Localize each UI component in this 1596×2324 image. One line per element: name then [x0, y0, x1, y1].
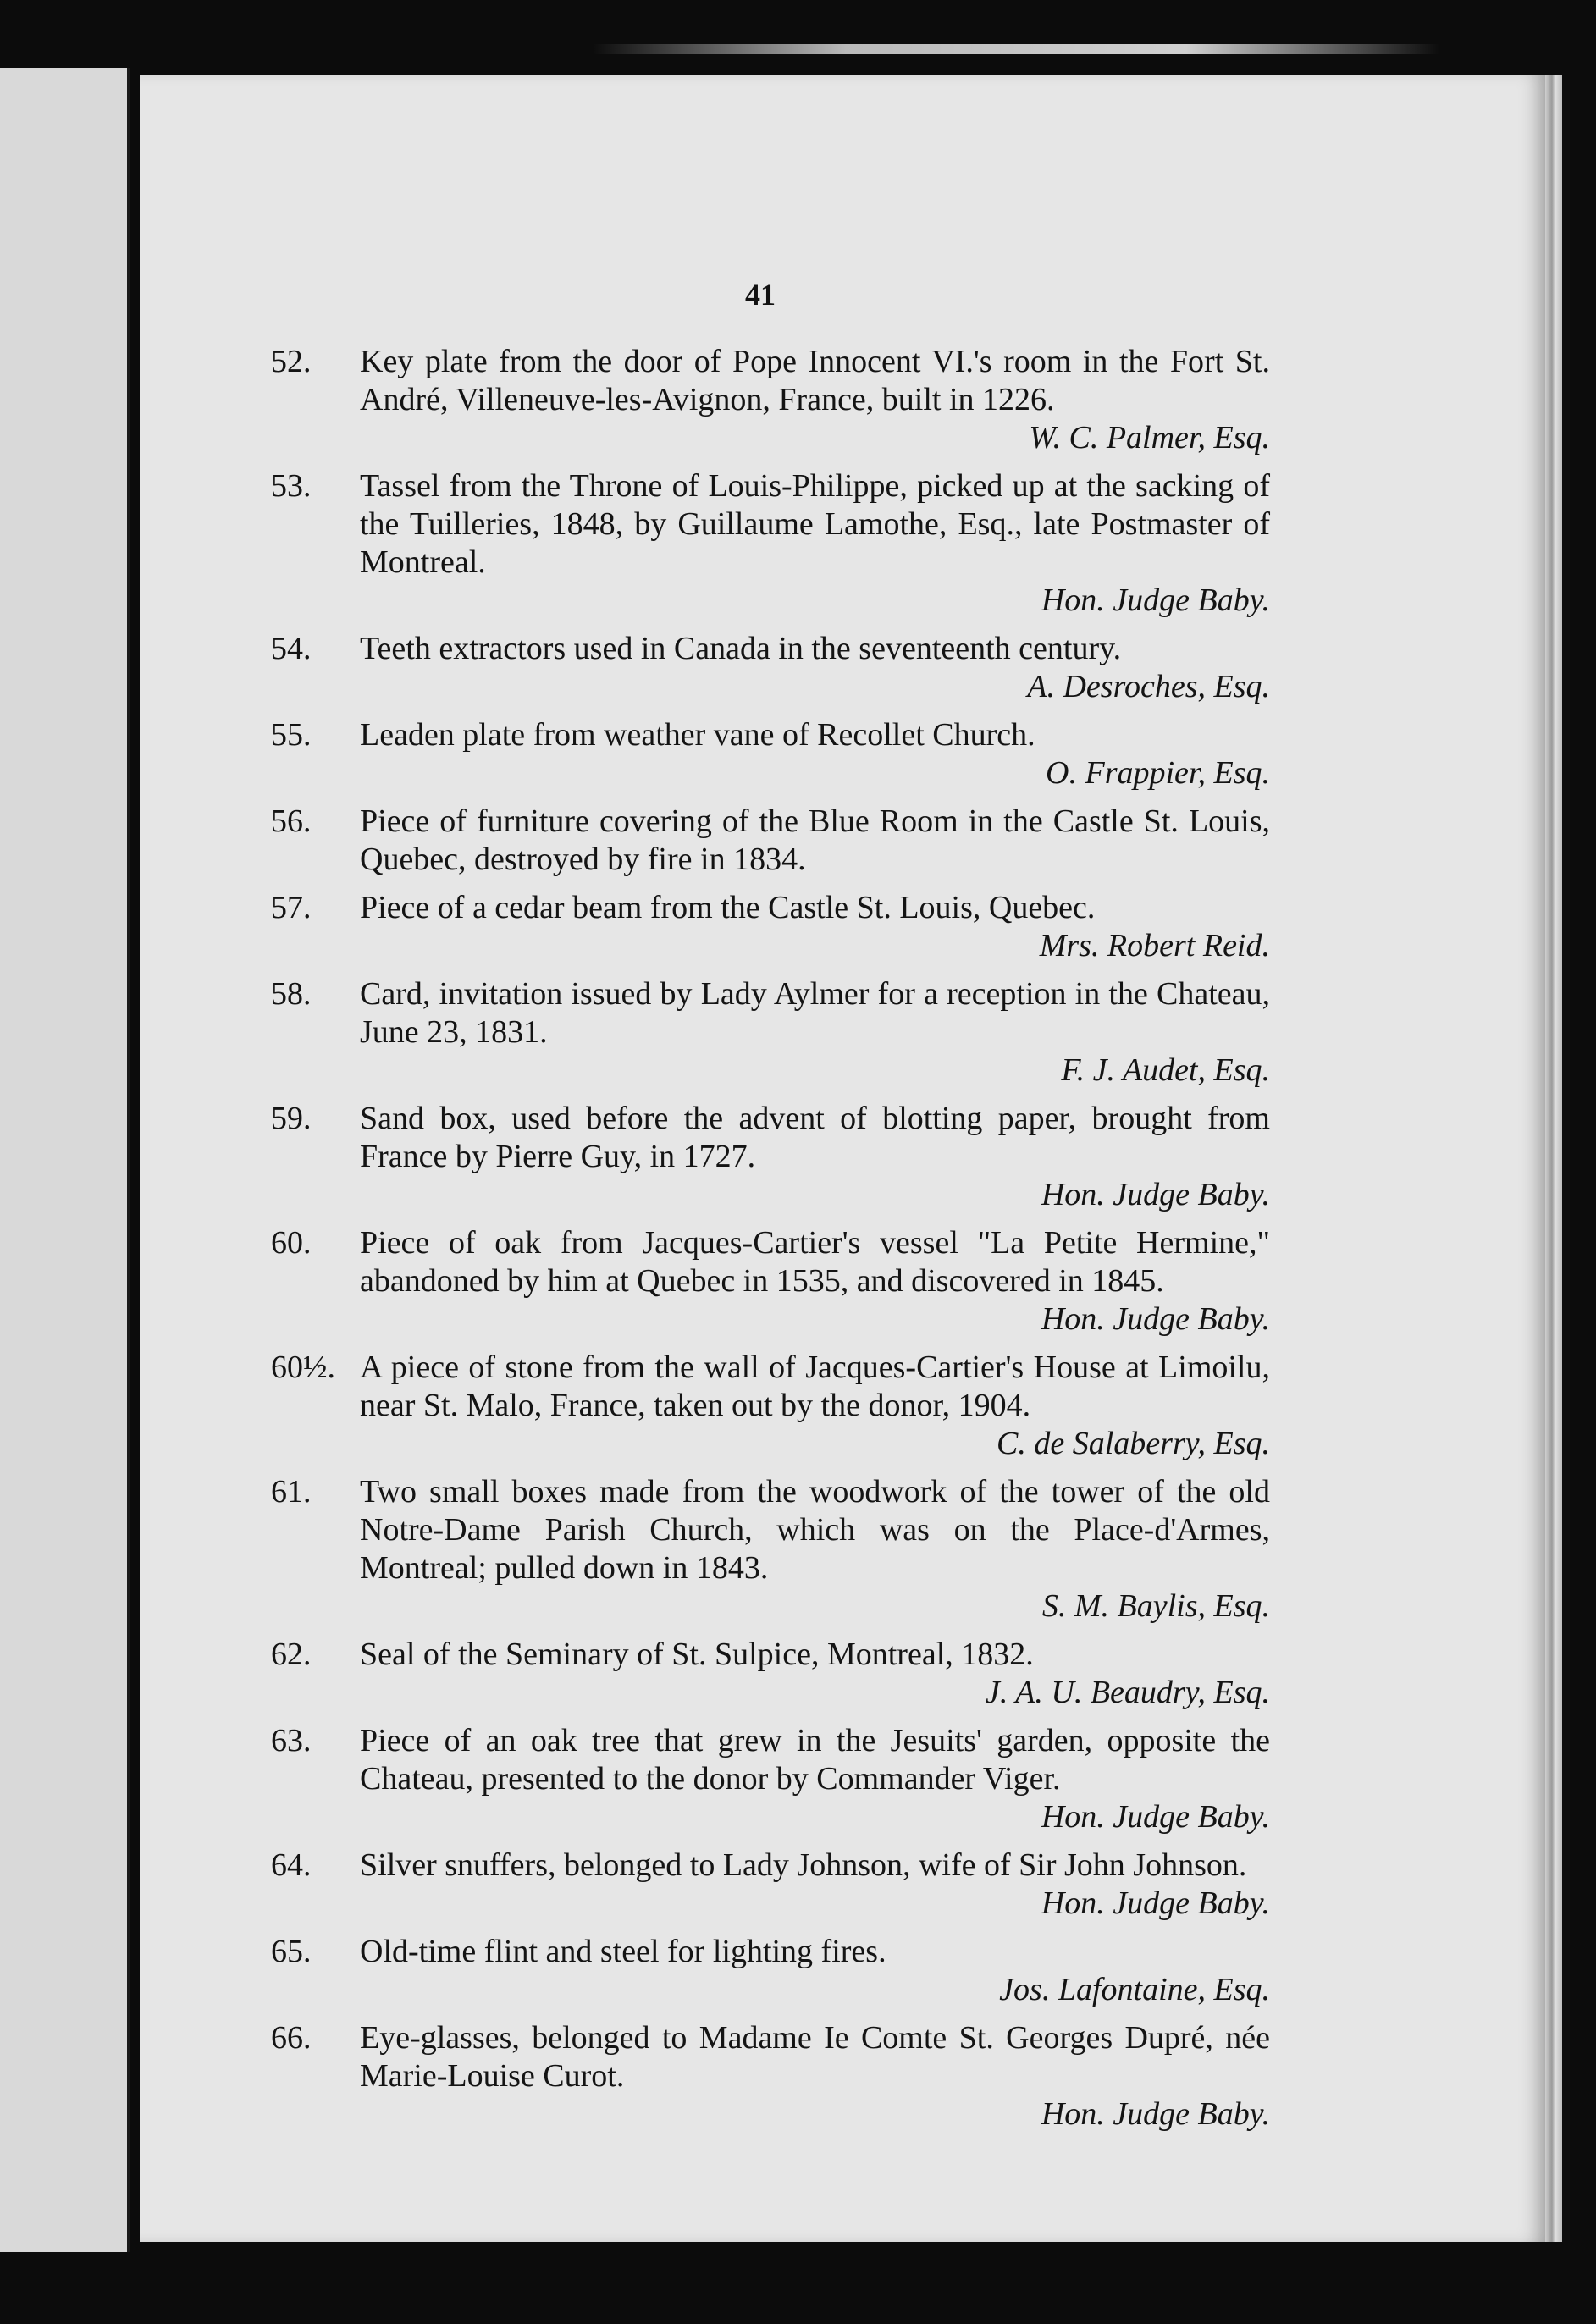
entry-donor: O. Frappier, Esq.	[1046, 755, 1270, 791]
entry-donor: Hon. Judge Baby.	[1041, 1301, 1270, 1337]
catalogue-entry	[271, 1933, 1270, 2009]
entry-donor: Mrs. Robert Reid.	[1039, 928, 1270, 963]
entry-number: 53.	[271, 468, 312, 504]
catalogue-entry	[271, 1636, 1270, 1712]
entry-description-text: A piece of stone from the wall of Jacques-Cartier's House at Limoilu, near St. Malo, France, taken out by the donor, 1904.	[360, 1350, 1270, 1423]
entry-number: 61.	[271, 1474, 312, 1510]
entry-description	[360, 1722, 1270, 1798]
entry-description-text: Eye-glasses, belonged to Madame Ie Comte St. Georges Dupré, née Marie-Louise Curot.	[360, 2020, 1270, 2094]
catalogue-entry	[271, 630, 1270, 706]
catalogue-entry	[271, 2019, 1270, 2134]
entry-description-text: Teeth extractors used in Canada in the seventeenth century.	[360, 631, 1122, 666]
entry-description-text: Card, invitation issued by Lady Aylmer for a reception in the Chateau, June 23, 1831.	[360, 976, 1270, 1050]
entry-description	[360, 716, 1270, 754]
catalogue-entry	[271, 1100, 1270, 1214]
page-edge-shadow	[1545, 75, 1562, 2242]
catalogue-entry	[271, 343, 1270, 457]
catalogue-entry	[271, 1224, 1270, 1339]
entry-description-text: Leaden plate from weather vane of Recollet Church.	[360, 717, 1035, 753]
entry-description-text: Seal of the Seminary of St. Sulpice, Montreal, 1832.	[360, 1637, 1034, 1672]
catalogue-entry	[271, 889, 1270, 965]
entry-number: 64.	[271, 1847, 312, 1883]
entry-donor: C. de Salaberry, Esq.	[997, 1426, 1270, 1461]
entry-number: 54.	[271, 631, 312, 666]
entry-description	[360, 1473, 1270, 1587]
entry-number: 66.	[271, 2020, 312, 2056]
entry-description	[360, 1933, 1270, 1971]
catalogue-entries	[271, 343, 1270, 2144]
entry-description-text: Piece of a cedar beam from the Castle St. Louis, Quebec.	[360, 890, 1096, 925]
entry-description	[360, 1224, 1270, 1300]
entry-number: 62.	[271, 1637, 312, 1672]
entry-description-text: Tassel from the Throne of Louis-Philippe, picked up at the sacking of the Tuilleries, 1848, by Guillaume Lamothe, Esq., late Postmaster of Montreal.	[360, 468, 1270, 580]
entry-number: 60½.	[271, 1350, 335, 1385]
entry-donor: Jos. Lafontaine, Esq.	[999, 1972, 1270, 2007]
entry-donor: A. Desroches, Esq.	[1027, 669, 1270, 704]
entry-number: 65.	[271, 1934, 312, 1969]
entry-donor: Hon. Judge Baby.	[1041, 1885, 1270, 1921]
entry-description-text: Piece of oak from Jacques-Cartier's vessel "La Petite Hermine," abandoned by him at Quebec in 1535, and discovered in 1845.	[360, 1225, 1270, 1299]
entry-description-text: Two small boxes made from the woodwork of the tower of the old Notre-Dame Parish Church, which was on the Place-d'Armes, Montreal; pulled down in 1843.	[360, 1474, 1270, 1586]
entry-description	[360, 1349, 1270, 1425]
entry-donor: S. M. Baylis, Esq.	[1041, 1588, 1270, 1624]
entry-number: 55.	[271, 717, 312, 753]
entry-description	[360, 975, 1270, 1052]
entry-description-text: Silver snuffers, belonged to Lady Johnson, wife of Sir John Johnson.	[360, 1847, 1247, 1883]
entry-description	[360, 343, 1270, 419]
entry-description	[360, 630, 1270, 668]
catalogue-entry	[271, 1847, 1270, 1923]
entry-description-text: Piece of an oak tree that grew in the Jesuits' garden, opposite the Chateau, presented to the donor by Commander Viger.	[360, 1723, 1270, 1797]
entry-description-text: Piece of furniture covering of the Blue Room in the Castle St. Louis, Quebec, destroyed by fire in 1834.	[360, 803, 1270, 877]
entry-description-text: Old-time flint and steel for lighting fires.	[360, 1934, 886, 1969]
entry-description	[360, 803, 1270, 879]
entry-description	[360, 467, 1270, 582]
entry-description-text: Sand box, used before the advent of blotting paper, brought from France by Pierre Guy, in 1727.	[360, 1101, 1270, 1174]
adjacent-page-edge	[0, 68, 130, 2252]
entry-donor: Hon. Judge Baby.	[1041, 582, 1270, 618]
entry-number: 59.	[271, 1101, 312, 1136]
catalogue-entry	[271, 975, 1270, 1090]
entry-donor: Hon. Judge Baby.	[1041, 1177, 1270, 1212]
entry-description-text: Key plate from the door of Pope Innocent VI.'s room in the Fort St. André, Villeneuve-les-Avignon, France, built in 1226.	[360, 344, 1270, 417]
catalogue-entry	[271, 1349, 1270, 1463]
entry-description	[360, 889, 1270, 927]
catalogue-entry	[271, 1473, 1270, 1626]
catalogue-entry	[271, 716, 1270, 792]
entry-donor: W. C. Palmer, Esq.	[1029, 420, 1270, 455]
catalogue-entry	[271, 803, 1270, 879]
entry-description	[360, 1636, 1270, 1674]
entry-description	[360, 1100, 1270, 1176]
entry-donor: Hon. Judge Baby.	[1041, 1799, 1270, 1835]
entry-number: 52.	[271, 344, 312, 379]
entry-description	[360, 1847, 1270, 1885]
entry-donor: Hon. Judge Baby.	[1041, 2096, 1270, 2132]
catalogue-entry	[271, 467, 1270, 620]
entry-number: 57.	[271, 890, 312, 925]
entry-donor: F. J. Audet, Esq.	[1061, 1052, 1270, 1088]
entry-donor: J. A. U. Beaudry, Esq.	[986, 1675, 1270, 1710]
catalogue-entry	[271, 1722, 1270, 1836]
scan-artifact	[593, 44, 1439, 54]
entry-description	[360, 2019, 1270, 2095]
entry-number: 63.	[271, 1723, 312, 1758]
entry-number: 58.	[271, 976, 312, 1012]
page-number: 41	[745, 278, 776, 312]
entry-number: 60.	[271, 1225, 312, 1261]
entry-number: 56.	[271, 803, 312, 839]
